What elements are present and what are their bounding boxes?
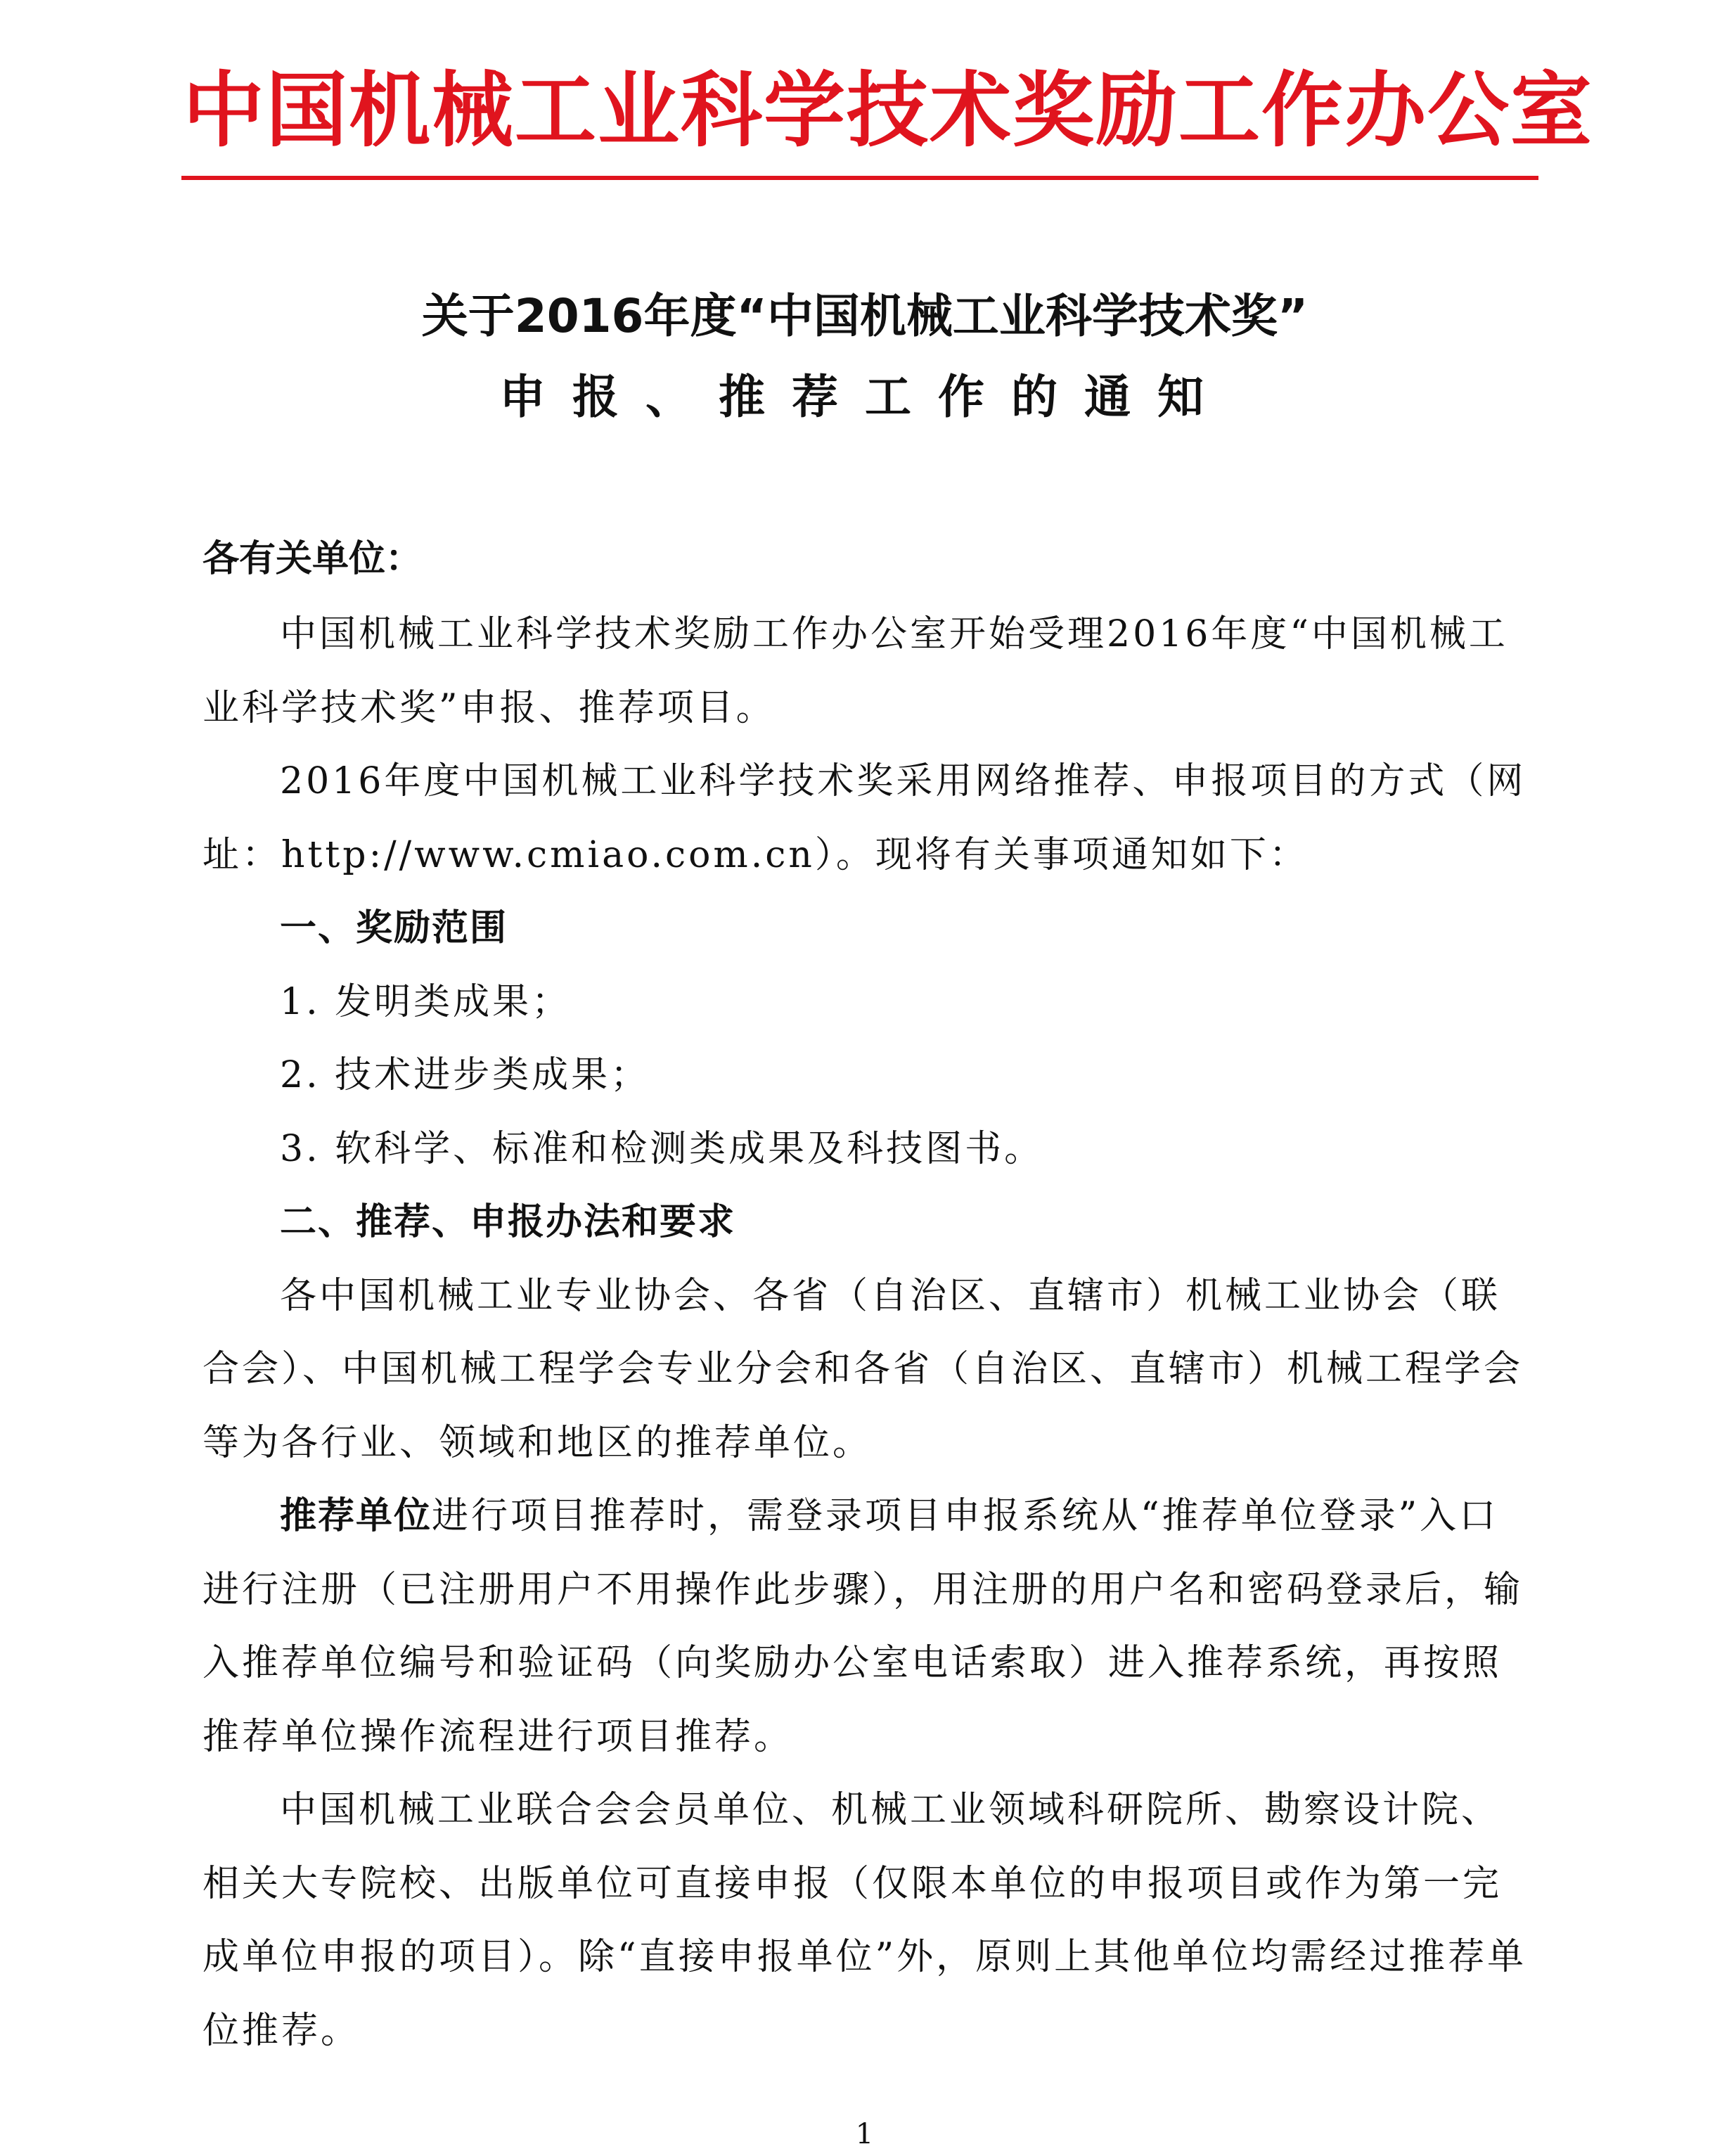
page-number: 1 xyxy=(855,2118,874,2150)
masthead-red-rule xyxy=(181,176,1538,180)
procedure-text: 进行项目推荐时，需登录项目申报系统从“推荐单位登录”入口进行注册（已注册用户不用操作此步骤），用注册的用户名和密码登录后，输入推荐单位编号和验证码（向奖励办公室电话索取）进入推荐系统，再按照推荐单位操作流程进行项目推荐。 xyxy=(203,1495,1524,1758)
section1-heading: 一、奖励范围 xyxy=(280,907,508,949)
intro-paragraph: 中国机械工业科学技术奖励工作办公室开始受理2016年度“中国机械工业科学技术奖”申报、推荐项目。 xyxy=(203,613,1508,729)
notice-title-line1: 关于2016年度“中国机械工业科学技术奖” xyxy=(421,289,1309,343)
section2-heading: 二、推荐、申报办法和要求 xyxy=(280,1201,736,1243)
section2-paragraph-procedure xyxy=(203,1480,1531,1773)
salutation: 各有关单位： xyxy=(203,538,423,580)
section1-item: 3. 软科学、标准和检测类成果及科技图书。 xyxy=(280,1127,1044,1170)
recommending-unit-bold-label: 推荐单位 xyxy=(280,1495,432,1537)
section1-item: 1. 发明类成果； xyxy=(280,980,572,1023)
notice-body xyxy=(203,598,1531,2067)
section2-paragraph-direct-applicants: 中国机械工业联合会会员单位、机械工业领域科研院所、勘察设计院、相关大专院校、出版单位可直接申报（仅限本单位的申报项目或作为第一完成单位申报的项目）。除“直接申报单位”外，原则上其他单位均需经过推荐单位推荐。 xyxy=(203,1789,1527,2052)
masthead-org-name: 中国机械工业科学技术奖励工作办公室 xyxy=(183,63,1593,158)
notice-title-line2: 申报、推荐工作的通知 xyxy=(499,370,1230,424)
section2-paragraph-recommenders: 各中国机械工业专业协会、各省（自治区、直辖市）机械工业协会（联合会）、中国机械工程学会专业分会和各省（自治区、直辖市）机械工程学会等为各行业、领域和地区的推荐单位。 xyxy=(203,1274,1524,1464)
method-paragraph: 2016年度中国机械工业科学技术奖采用网络推荐、申报项目的方式（网址：http://www.cmiao.com.cn）。现将有关事项通知如下： xyxy=(203,760,1526,876)
section1-item: 2. 技术进步类成果； xyxy=(280,1054,650,1096)
